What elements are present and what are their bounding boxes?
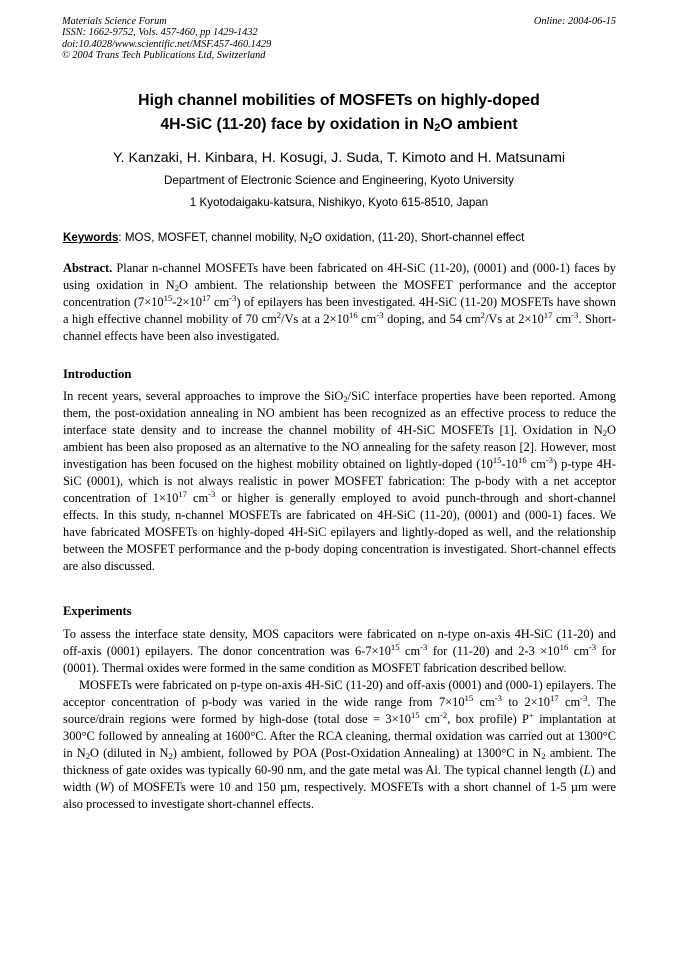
keywords-label: Keywords — [63, 231, 119, 244]
title-line-1: High channel mobilities of MOSFETs on highly-doped — [138, 92, 540, 109]
issn-line: ISSN: 1662-9752, Vols. 457-460, pp 1429-1432 — [62, 27, 258, 39]
doi-line: doi:10.4028/www.scientific.net/MSF.457-460.1429 — [62, 38, 272, 50]
introduction-heading: Introduction — [63, 367, 132, 381]
paper-title — [62, 89, 616, 137]
affiliation-address: 1 Kyotodaigaku-katsura, Nishikyo, Kyoto 615-8510, Japan — [189, 196, 489, 209]
introduction-text: In recent years, several approaches to improve the SiO$_2$/SiC interface properties have been reported. Among them, the post-oxidation annealing in NO ambient has been recognized as an effective process to reduce the interface state density and to increase the channel mobility of 4H-SiC MOSFETs [1]. Oxidation in $N_2O$ ambient has been also proposed as an alternative to the NO annealing for the safety reason [2]. However, most investigation has been focused on the highest mobility obtained on lightly-doped ($10^{15}-10^{16}$ $cm^{-3}$) p-type 4H-SiC (0001), which is not always realistic in power MOSFET fabrication: The p-body with a net acceptor concentration of $1\times 10^{17}$ $cm^{-3}$ or higher is generally employed to avoid punch-through and short-channel effects. In this study, n-channel MOSFETs are fabricated on 4H-SiC (11-20), (0001) and (000-1) faces. We have fabricated MOSFETs on highly-doped 4H-SiC epilayers and lightly-doped as well, and the relationship between the MOSFET performance and the p-body doping concentration is investigated. Short-channel effects are also discussed. — [63, 389, 616, 573]
experiments-paragraph-2: MOSFETs were fabricated on p-type on-axis 4H-SiC (11-20) and off-axis (0001) and (000-1) epilayers. The acceptor concentration of p-body was varied in the wide range from $7\times 10^{15}$ $cm^{-3}$ to $2\times 10^{17}$ $cm^{-3}$. The source/drain regions were formed by high-dose (total dose = $3\times 10^{15}$ $cm^{-2}$, box profile) P+ implantation at 300°C followed by annealing at 1600°C. After the RCA cleaning, thermal oxidation was carried out at 1300°C in $N_2O$ (diluted in $N_2$) ambient, followed by POA (Post-Oxidation Annealing) at 1300°C in $N_2$ ambient. The thickness of gate oxides was typically 60-90 nm, and the gate metal was Al. The typical channel length (L) and width (W) of MOSFETs were 10 and 150 µm, respectively. MOSFETs with a short channel of 1-5 µm were also processed to investigate short-channel effects. — [63, 678, 617, 811]
title-line-2: 4H-SiC (11-20) face by oxidation in $N_2O$ ambient — [160, 116, 518, 134]
online-date: Online: 2004-06-15 — [533, 16, 616, 27]
experiments-paragraph-1: To assess the interface state density, MOS capacitors were fabricated on n-type on-axis 4H-SiC (11-20) and off-axis (0001) epilayers. The donor concentration was $6-7\times 10^{15}$ $cm^{-3}$ for (11-20) and $2-3 \times 10^{16}$ $cm^{-3}$ for (0001). Thermal oxides were formed in the same condition as MOSFET fabrication described bellow. — [63, 627, 616, 675]
journal-name: Materials Science Forum — [62, 16, 167, 27]
author-list: Y. Kanzaki, H. Kinbara, H. Kosugi, J. Suda, T. Kimoto and H. Matsunami — [112, 150, 566, 166]
abstract-text: Planar n-channel MOSFETs have been fabricated on 4H-SiC (11-20), (0001) and (000-1) faces by using oxidation in $N_2O$ ambient. The relationship between the MOSFET performance and the acceptor concentration ($7\times 10^{15}-2\times 10^{17}$ $cm^{-3}$) of epilayers has been investigated. 4H-SiC (11-20) MOSFETs have shown a high effective channel mobility of 70 $cm^2/Vs$ at a $2\times 10^{16}$ $cm^{-3}$ doping, and 54 $cm^2/Vs$ at $2\times 10^{17}$ $cm^{-3}$. Short-channel effects have been also investigated. — [63, 261, 616, 343]
affiliation-department: Department of Electronic Science and Engineering, Kyoto University — [164, 174, 514, 187]
keywords-line: Keywords: MOS, MOSFET, channel mobility, $N_2O$ oxidation, (11-20), Short-channel effect — [63, 231, 525, 245]
abstract-label: Abstract. — [63, 261, 113, 275]
experiments-heading: Experiments — [63, 604, 132, 618]
publication-header — [62, 16, 616, 62]
keywords-text: MOS, MOSFET, channel mobility, $N_2O$ oxidation, (11-20), Short-channel effect — [124, 231, 525, 245]
experiments-section — [63, 626, 616, 813]
copyright-line: © 2004 Trans Tech Publications Ltd, Switzerland — [62, 50, 266, 62]
abstract — [63, 260, 616, 345]
